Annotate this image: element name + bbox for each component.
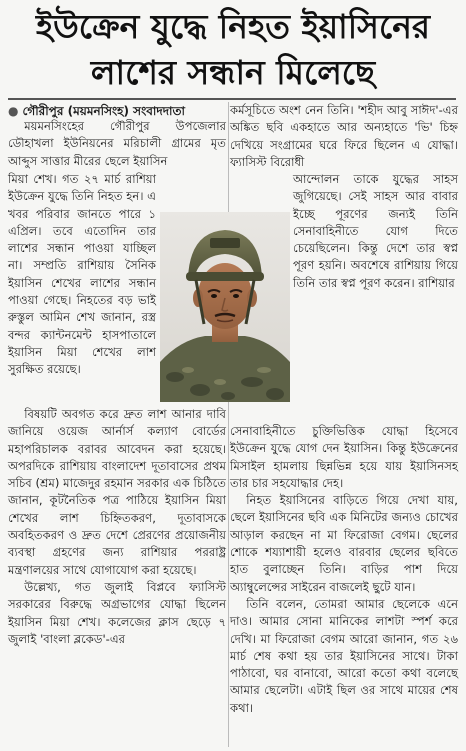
headline (6, 4, 460, 96)
bullet-icon: ● (8, 104, 19, 118)
right-wrap-text: আন্দোলন তাকে যুদ্ধের সাহস জুগিয়েছে। সেই সাহস আর বাবার ইচ্ছে পূরণের জন্যই তিনি সেনাবাহিনীতে যোগ দিতে চেয়েছিলেন। কিন্তু দেশে তার স্বপ্ন পূরণ হয়নি। অবশেষে রাশিয়ায় গিয়ে তিনি তার স্বপ্ন পূরণ করেন। রাশিয়ার (293, 172, 458, 290)
byline-text: গৌরীপুর (ময়মনসিংহ) সংবাদদাতা (22, 104, 185, 118)
column-divider (228, 102, 229, 747)
headline-rule (8, 98, 456, 100)
right-paragraph-1: সেনাবাহিনীতে চুক্তিভিত্তিক যোদ্ধা হিসেবে ইউক্রেন যুদ্ধে যোগ দেন ইয়াসিন। কিন্তু ইউক্রেনের মিসাইল হামলায় ছিন্নভিন্ন হয়ে যায় ইয়াসিনসহ তার চার সহযোদ্ধার দেহ। (230, 424, 458, 490)
left-top-text: ময়মনসিংহের গৌরীপুর উপজেলার ডৌহাখলা ইউনিয়নের মরিচালী গ্রামের মৃত আব্দুস সাত্তার মীরের ছেলে ইয়াসিন (8, 119, 226, 168)
soldier-portrait-image (160, 212, 290, 402)
right-column-wrap (293, 171, 458, 292)
right-column-top (230, 102, 458, 171)
left-column-bottom (8, 406, 226, 648)
left-column-top (8, 118, 226, 170)
byline (8, 103, 226, 119)
headline-line-2: লাশের সন্ধান মিলেছে (90, 53, 376, 92)
right-paragraph-2: নিহত ইয়াসিনের বাড়িতে গিয়ে দেখা যায়, ছেলে ইয়াসিনের ছবি এক মিনিটের জন্যও চোখের আড়াল করছেন না মা ফিরোজা বেগম। ছেলের শোকে শয্যাশায়ী হলেও বারবার ছেলের ছবিতে হাত বুলাচ্ছেন তিনি। বাড়ির পাশ দিয়ে অ্যাম্বুলেন্সের সাইরেন বাজলেই ছুটে যান। (230, 493, 458, 594)
left-paragraph-2: বিষয়টি অবগত করে দ্রুত লাশ আনার দাবি জানিয়ে ওয়েজ আর্নার্স কল্যাণ বোর্ডের মহাপরিচালক বরাবর আবেদন করা হয়েছে। অপরদিকে রাশিয়ায় বাংলাদেশ দূতাবাসের প্রথম সচিব (শ্রম) মাজেদুর রহমান সরকার এক চিঠিতে জানান, কূটনৈতিক পত্র পাঠিয়ে ইয়াসিন মিয়া শেখের লাশ চিহ্নিতকরণ, দূতাবাসকে অবহিতকরণ ও দ্রুত দেশে প্রেরণের প্রয়োজনীয় ব্যবস্থা গ্রহণের জন্য রাশিয়ার পররাষ্ট্র মন্ত্রণালয়ের সাথে যোগাযোগ করা হয়েছে। (8, 407, 226, 577)
left-column-wrap (8, 171, 156, 379)
right-column-bottom (230, 423, 458, 717)
headline-line-1: ইউক্রেন যুদ্ধে নিহত ইয়াসিনের (35, 7, 431, 46)
right-paragraph-3: তিনি বলেন, তোমরা আমার ছেলেকে এনে দাও। আমার সোনা মানিকের লাশটা স্পর্শ করে দেখি। মা ফিরোজা বেগম আরো জানান, গত ২৬ মার্চ শেষ কথা হয় তার ইয়াসিনের সাথে। টাকা পাঠাবো, ঘর বানাবো, আরো কতো কথা বলেছে আমার ছেলেটা। এটাই ছিল ওর সাথে মায়ের শেষ কথা। (230, 596, 458, 715)
left-paragraph-3: উল্লেখ্য, গত জুলাই বিপ্লবে ফ্যাসিস্ট সরকারের বিরুদ্ধে অগ্রভাগের যোদ্ধা ছিলেন ইয়াসিন মিয়া শেখ। কলেজের ক্লাস ছেড়ে ৭ জুলাই 'বাংলা ব্লকেড'-এর (8, 579, 226, 646)
left-wrap-text: মিয়া শেখ। গত ২৭ মার্চ রাশিয়া ইউক্রেন যুদ্ধে তিনি নিহত হন। এ খবর পরিবার জানতে পারে ১ এপ্রিল। তবে এতোদিন তার লাশের সন্ধান পাওয়া যাচ্ছিল না। সম্প্রতি রাশিয়ায় সৈনিক ইয়াসিন শেখের লাশের সন্ধান পাওয়া গেছে। নিহতের বড় ভাই রুস্তুল আমিন শেখ জানান, রস্ত্র বন্দর ক্যান্টনমেন্ট হাসপাতালে ইয়াসিন মিয়া শেখের লাশ সুরক্ষিত রয়েছে। (8, 172, 156, 377)
soldier-photo (160, 212, 290, 402)
right-top-text: কর্মসূচিতে অংশ নেন তিনি। 'শহীদ আবু সাঈদ'-এর অঙ্কিত ছবি একহাতে আর অন্যহাতে 'ভি' চিহ্ন দেখিয়ে সংগ্রামের ঘরে ফিরে ছিলেন এ যোদ্ধা। ফ্যাসিস্ট বিরোধী (230, 103, 458, 169)
